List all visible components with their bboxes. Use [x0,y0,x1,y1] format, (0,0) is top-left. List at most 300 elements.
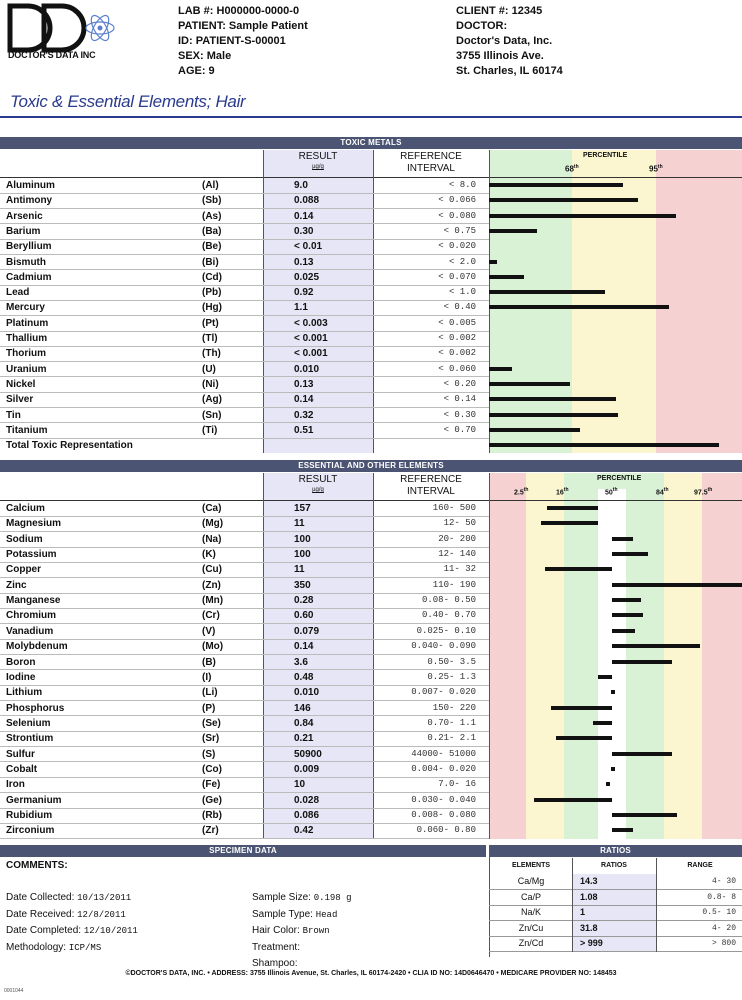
reference-label: REFERENCE [400,474,462,485]
specimen-line [6,890,138,907]
element-name: Lead [6,287,30,299]
reference-interval: 0.08- 0.50 [421,595,476,606]
percentile-bar [612,598,641,602]
percentile-bar [545,567,612,571]
specimen-line [6,923,138,940]
element-name: Rubidium [6,810,53,821]
toxic-row [0,239,742,254]
element-name: Antimony [6,195,53,207]
specimen-line [252,923,352,940]
specimen-label: Date Collected: [6,892,75,903]
percentile-bar [489,290,605,294]
reference-interval: 0.70- 1.1 [427,717,476,728]
reference-interval: 110- 190 [432,579,476,590]
element-result: < 0.001 [294,348,328,360]
toxic-row [0,270,742,285]
element-result: 157 [294,503,311,514]
percentile-bar [612,660,672,664]
element-name: Zirconium [6,825,55,837]
element-result: 100 [294,533,311,545]
element-symbol: (Bi) [202,256,219,268]
element-symbol: (Mg) [202,518,224,530]
essential-row [0,701,742,716]
interval-label: INTERVAL [407,486,455,497]
toxic-row [0,408,742,423]
percentile-bar [612,629,635,633]
reference-interval: 7.0- 16 [438,779,476,790]
patient-info [178,4,308,79]
patient-age: AGE: 9 [178,65,215,77]
element-symbol: (Al) [202,180,219,191]
essential-elements-bar: ESSENTIAL AND OTHER ELEMENTS [0,460,742,472]
element-name: Tin [6,409,21,421]
element-name: Selenium [6,717,51,729]
patient-sex: SEX: Male [178,50,232,62]
reference-interval: < 0.066 [438,195,476,206]
result-header [263,151,373,171]
percentile-tick: 2.5th [514,487,529,497]
element-symbol: (Ti) [202,424,218,436]
element-result: 0.28 [294,595,314,607]
element-name: Zinc [6,579,27,591]
reference-interval: 0.030- 0.040 [411,794,476,805]
element-result: 0.51 [294,424,314,436]
element-symbol: (As) [202,210,222,222]
ratio-value: 1 [580,907,586,917]
specimen-label: Sample Type: [252,908,313,920]
element-result: 0.92 [294,287,314,299]
element-result: 0.48 [294,671,314,683]
result-label: RESULT [298,474,338,485]
element-symbol: (Fe) [202,779,221,791]
element-name: Titanium [6,424,48,436]
specimen-line [252,890,352,907]
percentile-dot [606,782,610,786]
document-code: 0001044 [4,988,24,994]
element-symbol: (Cd) [202,271,222,283]
percentile-bar [551,706,612,710]
percentile-tick: 97.5th [694,487,713,497]
doctor-city: St. Charles, IL 60174 [456,65,563,77]
reference-interval: 0.21- 2.1 [427,733,476,744]
reference-interval: 0.008- 0.080 [411,810,476,820]
reference-interval: 0.40- 0.70 [421,610,476,621]
element-name: Cobalt [6,763,38,775]
percentile-bar [489,382,570,386]
element-name: Thorium [6,348,46,360]
toxic-row [0,316,742,331]
ratios-col-range: RANGE [687,862,713,869]
element-name: Arsenic [6,210,43,222]
ratio-range: 4- 30 [711,877,736,886]
element-symbol: (Rb) [202,810,222,821]
percentile-bar [489,214,676,218]
element-name: Calcium [6,503,45,514]
element-result: 0.025 [294,271,320,283]
percentile-bar [489,413,618,417]
toxic-row [0,362,742,377]
specimen-details [252,890,352,973]
toxic-row [0,224,742,239]
reference-interval: < 0.020 [438,241,476,252]
percentile-bar [598,675,612,679]
element-result: 9.0 [294,180,308,191]
element-result: < 0.003 [294,317,328,329]
essential-row [0,731,742,746]
percentile-bar [489,305,669,309]
reference-header [373,474,489,498]
reference-interval: < 8.0 [448,180,476,190]
specimen-label: Sample Size: [252,892,311,903]
ratio-element: Na/K [520,907,541,917]
toxic-row [0,331,742,346]
percentile-bar [612,537,633,541]
element-result: 146 [294,702,311,714]
element-name: Boron [6,656,36,668]
percentile-bar [489,275,524,279]
reference-interval: < 0.30 [443,409,476,420]
element-symbol: (Be) [202,241,222,253]
specimen-value: 0.198 g [313,893,352,903]
lab-number: LAB #: H000000-0000-0 [178,5,300,17]
essential-row [0,793,742,808]
client-info [456,4,563,79]
reference-interval: < 1.0 [448,287,476,298]
element-symbol: (Li) [202,687,218,699]
element-name: Silver [6,394,34,406]
element-result: 0.028 [294,794,320,806]
toxic-row [0,285,742,300]
specimen-label: Methodology: [6,941,67,953]
ratios-col-elements: ELEMENTS [511,862,551,869]
percentile-bar [612,828,633,832]
percentile-bar [489,397,616,401]
reference-interval: < 0.70 [443,424,476,435]
element-name: Chromium [6,610,56,622]
doctor-label: DOCTOR: [456,20,508,32]
percentile-bar [556,736,612,740]
specimen-label: Shampoo: [252,958,298,969]
element-result: 0.086 [294,810,320,821]
element-name: Aluminum [6,180,55,191]
ratios-divider [489,845,490,957]
element-result: 0.42 [294,825,314,837]
row-divider [0,838,489,839]
reference-interval: 44000- 51000 [411,748,476,759]
element-name: Germanium [6,794,62,806]
reference-interval: < 0.002 [438,333,476,343]
toxic-row [0,178,742,193]
element-result: 0.84 [294,717,314,729]
total-label: Total Toxic Representation [6,440,133,452]
element-symbol: (K) [202,549,216,561]
element-result: 0.13 [294,256,314,268]
element-result: 0.079 [294,625,320,637]
percentile-bar [489,260,497,264]
reference-interval: < 0.20 [443,378,476,389]
element-symbol: (U) [202,363,216,375]
specimen-dates [6,890,138,956]
element-symbol: (Se) [202,717,221,729]
ratio-col-line [572,858,573,952]
element-symbol: (Ge) [202,794,222,806]
element-result: 0.14 [294,641,314,653]
doctor-name: Doctor's Data, Inc. [456,35,553,47]
element-symbol: (Ag) [202,394,222,406]
element-symbol: (I) [202,671,212,683]
element-name: Copper [6,564,41,576]
specimen-line [6,907,138,924]
ratio-value: 14.3 [580,876,598,886]
reference-interval: < 0.002 [438,348,476,359]
ratio-value: > 999 [580,938,603,948]
element-result: 100 [294,549,311,561]
element-symbol: (Sb) [202,195,222,207]
specimen-label: Date Received: [6,908,75,920]
toxic-row [0,377,742,392]
footer: ©DOCTOR'S DATA, INC. • ADDRESS: 3755 Illinois Avenue, St. Charles, IL 60174-2420 • CLIA ID NO: 14D0646470 • MEDICARE PROVIDER NO: 148453 [125,970,617,977]
percentile-label: PERCENTILE [583,152,628,159]
reference-interval: 12- 140 [438,549,476,560]
element-symbol: (Cu) [202,564,222,576]
specimen-value: 12/10/2011 [83,926,138,936]
percentile-dot [611,690,615,694]
specimen-line [6,940,138,957]
element-result: < 0.01 [294,241,323,253]
element-name: Iodine [6,671,36,683]
element-symbol: (Tl) [202,333,218,344]
element-name: Phosphorus [6,702,65,714]
element-result: 0.088 [294,195,320,207]
reference-interval: 0.007- 0.020 [411,687,476,698]
element-symbol: (Ca) [202,503,222,514]
ratio-element: Ca/P [520,891,541,902]
reference-label: REFERENCE [400,151,462,162]
element-name: Beryllium [6,241,52,253]
element-name: Platinum [6,317,49,329]
specimen-label: Date Completed: [6,925,82,936]
element-result: 0.32 [294,409,314,421]
toxic-metals-bar: TOXIC METALS [0,137,742,149]
percentile-bar [612,813,677,817]
reference-interval: < 0.14 [443,394,476,405]
element-name: Uranium [6,363,47,375]
element-symbol: (Mn) [202,595,224,607]
element-result: 11 [294,564,305,576]
interval-label: INTERVAL [407,163,455,174]
element-result: 0.21 [294,733,314,745]
element-symbol: (V) [202,625,216,637]
element-name: Iron [6,779,25,791]
element-result: 0.010 [294,687,320,699]
element-name: Magnesium [6,518,62,530]
reference-header [373,151,489,175]
element-name: Sulfur [6,748,35,760]
specimen-data-bar: SPECIMEN DATA [0,845,486,857]
total-bar [489,443,719,447]
reference-interval: 11- 32 [443,564,476,575]
element-result: 3.6 [294,656,308,668]
client-number: CLIENT #: 12345 [456,5,543,17]
essential-row [0,670,742,685]
percentile-bar [489,198,638,202]
element-symbol: (Na) [202,533,222,545]
element-result: 0.30 [294,225,314,237]
element-symbol: (Cr) [202,610,220,622]
percentile-bar [612,752,672,756]
essential-row [0,501,742,516]
element-result: 350 [294,579,311,591]
element-result: 0.14 [294,394,314,406]
percentile-tick: 50th [605,487,618,497]
reference-interval: 160- 500 [432,503,476,513]
element-result: 1.1 [294,302,308,314]
percentile-bar [534,798,612,802]
unit-label: µg/g [312,164,324,170]
percentile-bar [489,229,537,233]
percentile-bar [547,506,598,510]
element-result: 0.13 [294,378,314,390]
specimen-value: ICP/MS [68,942,102,953]
title-rule [0,116,742,118]
reference-interval: < 0.070 [438,271,476,282]
ratio-value: 1.08 [580,891,598,902]
element-result: 0.14 [294,210,314,222]
reference-interval: 0.004- 0.020 [411,763,476,774]
percentile-dot [611,767,615,771]
percentile-bar [593,721,612,725]
element-result: 10 [294,779,306,791]
ratio-element: Ca/Mg [517,876,545,886]
reference-interval: 0.50- 3.5 [427,656,476,667]
element-symbol: (Mo) [202,641,224,653]
reference-interval: 150- 220 [432,702,476,713]
result-label: RESULT [298,151,338,162]
element-name: Cadmium [6,271,52,283]
essential-row [0,685,742,700]
element-symbol: (Co) [202,763,222,775]
reference-interval: 0.060- 0.80 [416,825,476,836]
percentile-tick: 84th [656,487,669,497]
element-symbol: (Sn) [202,409,222,421]
element-symbol: (Hg) [202,302,222,314]
element-name: Thallium [6,333,48,344]
element-symbol: (B) [202,656,216,668]
element-result: 11 [294,518,305,530]
element-name: Potassium [6,549,57,561]
element-symbol: (Ba) [202,225,222,237]
percentile-bar [612,583,742,587]
ratio-element: Zn/Cu [518,922,544,933]
ratios-bar: RATIOS [489,845,742,857]
percentile-bar [489,183,623,187]
comments-label: COMMENTS: [6,860,68,871]
specimen-value: 10/13/2011 [77,893,132,903]
ratios-col-ratios: RATIOS [601,862,627,869]
essential-row [0,516,742,531]
reference-interval: 0.040- 0.090 [411,641,476,652]
element-symbol: (Pb) [202,287,222,299]
specimen-line [252,907,352,924]
essential-row [0,562,742,577]
specimen-label: Hair Color: [252,925,300,936]
essential-row [0,777,742,792]
reference-interval: 20- 200 [438,533,476,544]
reference-interval: 0.25- 1.3 [427,671,476,682]
element-name: Molybdenum [6,641,68,653]
percentile-label: PERCENTILE [597,475,642,482]
element-result: < 0.001 [294,333,328,344]
percentile-68: 68th [565,164,579,174]
toxic-row [0,392,742,407]
specimen-label: Treatment: [252,941,300,953]
percentile-bar [612,644,700,648]
specimen-value: Head [315,909,338,920]
element-name: Barium [6,225,41,237]
essential-row [0,716,742,731]
element-symbol: (Pt) [202,317,219,329]
unit-label: µg/g [312,487,324,493]
element-result: 0.010 [294,363,320,375]
element-result: 0.009 [294,763,320,775]
percentile-bar [612,552,648,556]
element-name: Lithium [6,687,43,699]
element-symbol: (Sr) [202,733,220,745]
element-symbol: (Th) [202,348,221,360]
specimen-value: 12/8/2011 [77,909,126,920]
ratio-range: 0.5- 10 [702,908,736,917]
element-name: Manganese [6,595,61,607]
ratio-row-line [489,951,742,952]
ratio-range: 4- 20 [711,923,736,933]
element-name: Bismuth [6,256,46,268]
specimen-line [252,940,352,957]
doctor-address: 3755 Illinois Ave. [456,50,544,62]
element-symbol: (S) [202,748,216,760]
element-result: 50900 [294,748,322,760]
percentile-bar [612,613,643,617]
ratio-col-line [656,858,657,952]
element-symbol: (P) [202,702,216,714]
patient-name: PATIENT: Sample Patient [178,20,308,32]
logo-text: DOCTOR'S DATA INC [8,50,96,60]
percentile-bar [541,521,597,525]
result-header [263,474,373,494]
element-name: Nickel [6,378,36,390]
reference-interval: < 0.75 [443,225,476,236]
ratio-value: 31.8 [580,922,598,933]
percentile-tick: 16th [556,487,569,497]
patient-id: ID: PATIENT-S-00001 [178,35,286,47]
reference-interval: < 0.005 [438,317,476,328]
reference-interval: 12- 50 [443,518,476,529]
percentile-bar [489,428,580,432]
toxic-row [0,423,742,438]
element-name: Sodium [6,533,43,545]
percentile-95: 95th [649,164,663,174]
ratio-range: 0.8- 8 [707,892,736,902]
element-symbol: (Zr) [202,825,219,837]
toxic-row [0,346,742,361]
element-symbol: (Ni) [202,378,219,390]
element-name: Vanadium [6,625,54,637]
ratio-range: > 800 [711,939,736,948]
essential-row [0,762,742,777]
reference-interval: 0.025- 0.10 [416,625,476,636]
toxic-row [0,255,742,270]
element-result: 0.60 [294,610,314,622]
reference-interval: < 0.40 [443,302,476,313]
